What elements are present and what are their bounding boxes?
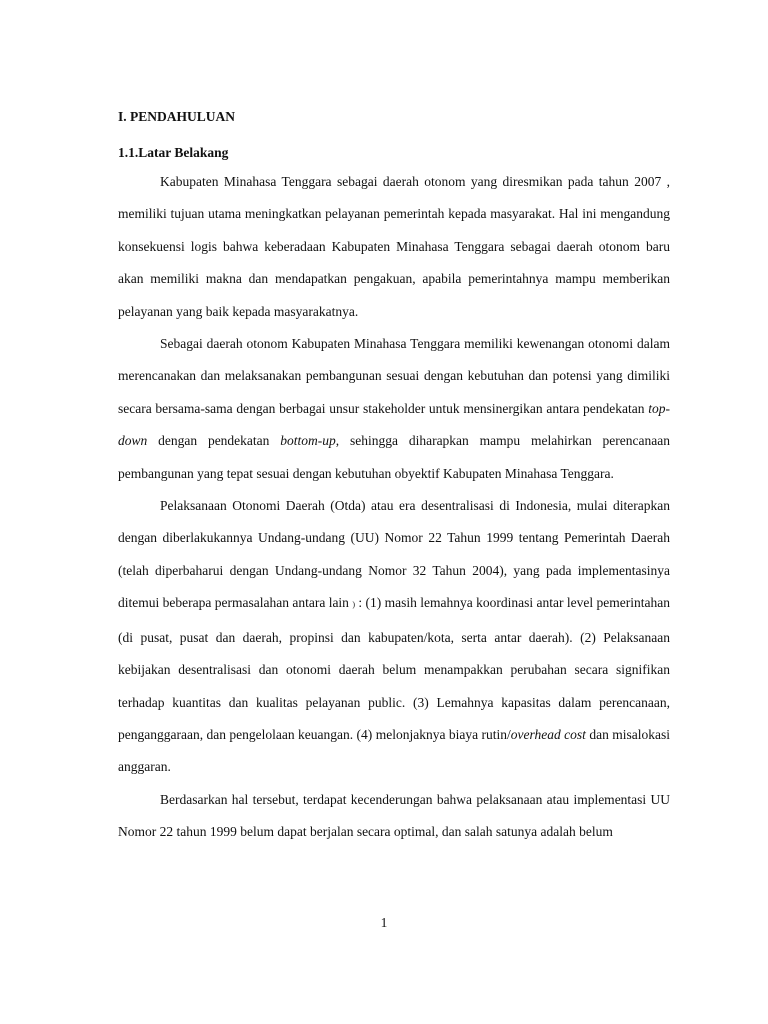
paragraph-3-text-c: dan misalokasi anggaran. xyxy=(118,726,670,775)
term-top-down: top-down xyxy=(118,400,670,449)
paragraph-3 xyxy=(118,490,670,784)
paragraph-2-text-b: dengan pendekatan xyxy=(147,433,281,449)
paragraph-4: Berdasarkan hal tersebut, terdapat kecenderungan bahwa pelaksanaan atau implementasi UU Nomor 22 tahun 1999 belum dapat berjalan secara optimal, dan salah satunya adalah belum xyxy=(118,791,670,840)
paragraph-2-text-c: , sehingga diharapkan mampu melahirkan perencanaan pembangunan yang tepat sesuai dengan kebutuhan obyektif Kabupaten Minahasa Tenggara. xyxy=(118,433,671,481)
page-content xyxy=(118,108,670,849)
paragraph-3-text-a: Pelaksanaan Otonomi Daerah (Otda) atau era desentralisasi di Indonesia, mulai diterapkan dengan diberlakukannya Undang-undang (UU) Nomor 22 Tahun 1999 tentang Pemerintah Daerah (telah diperbaharui dengan Undang-undang Nomor 32 Tahun 2004), yang pada implementasinya ditemui beberapa permasalahan antara lain xyxy=(118,498,670,611)
paragraph-2-text-a: Sebagai daerah otonom Kabupaten Minahasa Tenggara memiliki kewenangan otonomi dalam merencanakan dan melaksanakan pembangunan sesuai dengan kebutuhan dan potensi yang dimiliki secara bersama-sama dengan berbagai unsur stakeholder untuk mensinergikan antara pendekatan xyxy=(118,336,670,416)
term-bottom-up: bottom-up xyxy=(280,433,336,449)
paragraph-3-text-b: : (1) masih lemahnya koordinasi antar level pemerintahan (di pusat, pusat dan daerah, propinsi dan kabupaten/kota, serta antar daerah). (2) Pelaksanaan kebijakan desentralisasi dan otonomi daerah belum menampakkan perubahan secara signifikan terhadap kuantitas dan kualitas pelayanan public. (3) Lemahnya kapasitas dalam perencanaan, penganggaraan, dan pengelolaan keuangan. (4) melonjaknya biaya rutin/ xyxy=(118,595,670,742)
section-heading: 1.1.Latar Belakang xyxy=(118,145,229,160)
footnote-mark: ) xyxy=(352,600,355,610)
chapter-heading: I. PENDAHULUAN xyxy=(118,109,236,124)
term-overhead-cost: overhead cost xyxy=(510,726,586,742)
page-number: 1 xyxy=(380,915,388,930)
paragraph-1: Kabupaten Minahasa Tenggara sebagai daerah otonom yang diresmikan pada tahun 2007 , memiliki tujuan utama meningkatkan pelayanan pemerintah kepada masyarakat. Hal ini mengandung konsekuensi logis bahwa keberadaan Kabupaten Minahasa Tenggara sebagai daerah otonom baru akan memiliki makna dan mendapatkan pengakuan, apabila pemerintahnya mampu memberikan pelayanan yang baik kepada masyarakatnya. xyxy=(118,174,670,319)
paragraph-2 xyxy=(118,328,670,490)
